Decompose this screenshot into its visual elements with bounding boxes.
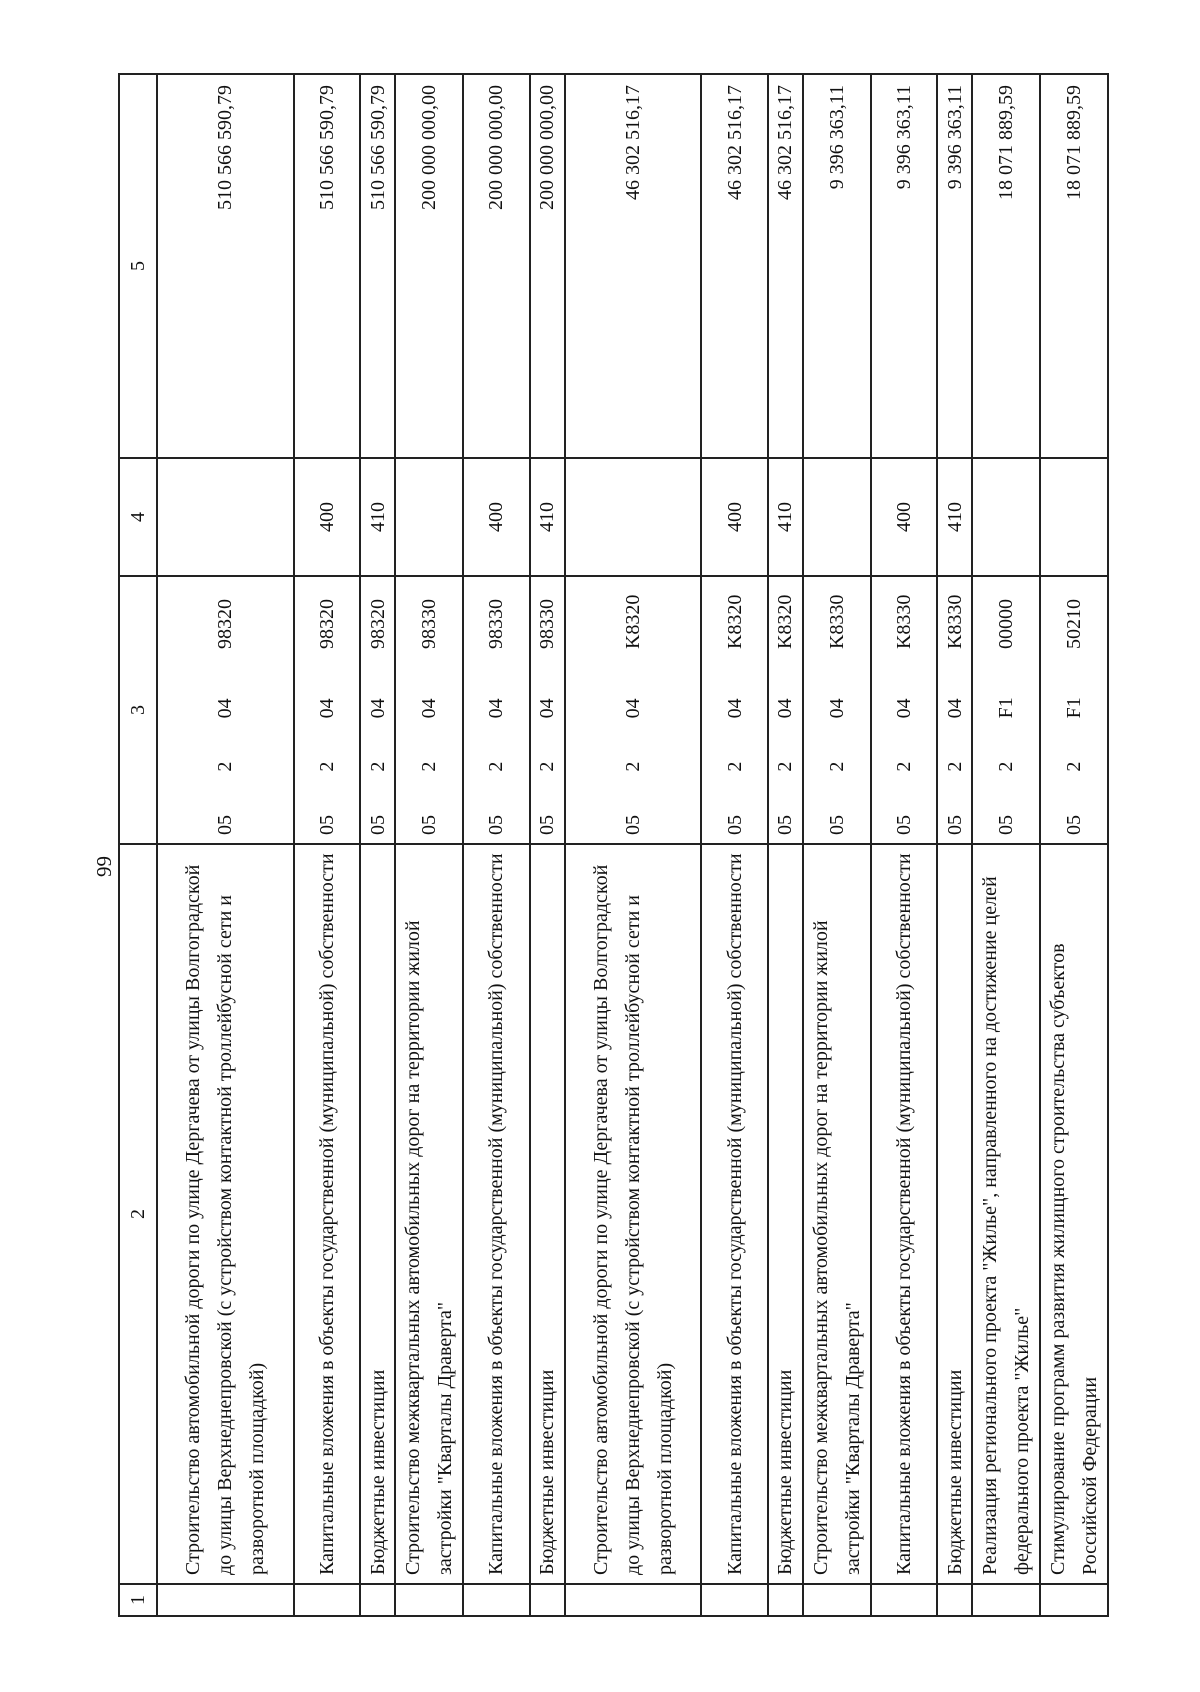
code-parts — [888, 585, 920, 835]
code-part: 2 — [1063, 761, 1086, 772]
code-part: 98330 — [536, 599, 559, 650]
item-name-cell: Стимулирование программ развития жилищного строительства субъектов Российской Федерации — [1040, 844, 1108, 1584]
code-part: 00000 — [995, 599, 1018, 650]
code-part: K8330 — [825, 594, 848, 650]
item-name-cell: Капитальные вложения в объекты государственной (муниципальной) собственности — [701, 844, 768, 1584]
code-parts — [769, 585, 801, 835]
code-part: 05 — [723, 815, 746, 835]
code-part: 04 — [485, 698, 508, 719]
code-part: 2 — [485, 761, 508, 772]
code-part: K8320 — [774, 594, 797, 650]
code-part: K8320 — [723, 594, 746, 650]
code-part: 05 — [418, 815, 441, 835]
row-number-cell — [565, 1584, 702, 1616]
row-number-cell — [360, 1584, 395, 1616]
code-part: 2 — [774, 761, 797, 772]
classification-code-cell — [360, 576, 395, 844]
table-row — [395, 74, 463, 1616]
classification-code-cell — [530, 576, 565, 844]
code-part: 04 — [723, 698, 746, 719]
row-number-cell — [701, 1584, 768, 1616]
item-name-cell: Строительство межквартальных автомобильных дорог на территории жилой застройки "Кварталы Драверта" — [395, 844, 463, 1584]
item-name-cell: Бюджетные инвестиции — [360, 844, 395, 1584]
code-part: F1 — [995, 697, 1018, 719]
code-part: 05 — [621, 815, 644, 835]
item-name-cell: Капитальные вложения в объекты государственной (муниципальной) собственности — [463, 844, 530, 1584]
code-part: 04 — [214, 698, 237, 719]
code-part: 05 — [485, 815, 508, 835]
classification-code-cell — [395, 576, 463, 844]
table-row — [565, 74, 702, 1616]
classification-code-cell — [1040, 576, 1108, 844]
expense-type-cell: 410 — [360, 458, 395, 576]
expense-type-cell: 400 — [294, 458, 361, 576]
classification-code-cell — [294, 576, 361, 844]
amount-cell: 510 566 590,79 — [157, 74, 294, 458]
expense-type-cell — [565, 458, 702, 576]
code-part: 05 — [774, 815, 797, 835]
row-number-cell — [395, 1584, 463, 1616]
expense-type-cell — [1040, 458, 1108, 576]
row-number-cell — [937, 1584, 972, 1616]
header-cell-3: 3 — [119, 576, 157, 844]
expense-type-cell — [972, 458, 1040, 576]
code-parts — [719, 585, 751, 835]
code-part: 04 — [621, 698, 644, 719]
code-parts — [821, 585, 853, 835]
item-name-cell: Строительство межквартальных автомобильных дорог на территории жилой застройки "Кварталы Дравертa" — [803, 844, 871, 1584]
table-row — [463, 74, 530, 1616]
code-part: 04 — [418, 698, 441, 719]
code-part: 04 — [536, 698, 559, 719]
code-parts — [413, 585, 445, 835]
item-name-cell: Строительство автомобильной дороги по улице Дергачева от улицы Волгоградской до улицы Верхнеднепровской (с устройством контактной троллейбусной сети и разворотной площадкой) — [157, 844, 294, 1584]
row-number-cell — [294, 1584, 361, 1616]
code-part: 04 — [774, 698, 797, 719]
expense-type-cell: 400 — [871, 458, 938, 576]
expense-type-cell — [395, 458, 463, 576]
amount-cell: 510 566 590,79 — [294, 74, 361, 458]
code-parts — [1058, 585, 1090, 835]
table-row — [530, 74, 565, 1616]
expense-type-cell: 410 — [530, 458, 565, 576]
code-part: K8320 — [621, 594, 644, 650]
table-row — [803, 74, 871, 1616]
amount-cell: 46 302 516,17 — [701, 74, 768, 458]
code-part: 2 — [825, 761, 848, 772]
code-part: 05 — [366, 815, 389, 835]
code-part: 2 — [621, 761, 644, 772]
classification-code-cell — [972, 576, 1040, 844]
expense-type-cell — [157, 458, 294, 576]
row-number-cell — [463, 1584, 530, 1616]
code-part: 05 — [825, 815, 848, 835]
code-part: 98320 — [214, 599, 237, 650]
amount-cell: 9 396 363,11 — [803, 74, 871, 458]
code-part: 2 — [536, 761, 559, 772]
amount-cell: 200 000 000,00 — [463, 74, 530, 458]
table-row — [871, 74, 938, 1616]
header-cell-5: 5 — [119, 74, 157, 458]
amount-cell: 46 302 516,17 — [768, 74, 803, 458]
code-part: 05 — [536, 815, 559, 835]
table-row — [360, 74, 395, 1616]
table-row — [972, 74, 1040, 1616]
classification-code-cell — [871, 576, 938, 844]
item-name-cell: Строительство автомобильной дороги по улице Дергачева от улицы Волгоградской до улицы Верхнеднепровской (с устройством контактной троллейбусной сети и разворотной площадкой) — [565, 844, 702, 1584]
code-part: 05 — [315, 815, 338, 835]
code-part: 05 — [995, 815, 1018, 835]
code-parts — [480, 585, 512, 835]
code-parts — [617, 585, 649, 835]
code-parts — [209, 585, 241, 835]
header-cell-2: 2 — [119, 844, 157, 1584]
row-number-cell — [768, 1584, 803, 1616]
code-part: K8330 — [893, 594, 916, 650]
code-part: 2 — [943, 761, 966, 772]
row-number-cell — [803, 1584, 871, 1616]
code-parts — [311, 585, 343, 835]
code-part: 2 — [366, 761, 389, 772]
table-row — [157, 74, 294, 1616]
code-part: 05 — [214, 815, 237, 835]
budget-table — [118, 73, 1109, 1617]
code-part: 2 — [418, 761, 441, 772]
amount-cell: 9 396 363,11 — [937, 74, 972, 458]
code-part: F1 — [1063, 697, 1086, 719]
amount-cell: 200 000 000,00 — [395, 74, 463, 458]
amount-cell: 18 071 889,59 — [972, 74, 1040, 458]
code-part: 2 — [893, 761, 916, 772]
code-part: 98320 — [366, 599, 389, 650]
code-part: 2 — [315, 761, 338, 772]
amount-cell: 9 396 363,11 — [871, 74, 938, 458]
classification-code-cell — [701, 576, 768, 844]
code-part: 2 — [214, 761, 237, 772]
amount-cell: 46 302 516,17 — [565, 74, 702, 458]
row-number-cell — [1040, 1584, 1108, 1616]
amount-cell: 200 000 000,00 — [530, 74, 565, 458]
item-name-cell: Капитальные вложения в объекты государственной (муниципальной) собственности — [294, 844, 361, 1584]
code-part: 2 — [995, 761, 1018, 772]
table-row — [1040, 74, 1108, 1616]
code-part: 04 — [366, 698, 389, 719]
code-part: 50210 — [1063, 599, 1086, 650]
code-part: 05 — [1063, 815, 1086, 835]
expense-type-cell: 400 — [463, 458, 530, 576]
code-part: K8330 — [943, 594, 966, 650]
row-number-cell — [972, 1584, 1040, 1616]
item-name-cell: Реализация регионального проекта "Жилье", направленного на достижение целей федерального проекта "Жилье" — [972, 844, 1040, 1584]
table-row — [768, 74, 803, 1616]
classification-code-cell — [768, 576, 803, 844]
table-body — [157, 74, 1108, 1616]
code-part: 04 — [315, 698, 338, 719]
classification-code-cell — [803, 576, 871, 844]
code-part: 98330 — [485, 599, 508, 650]
item-name-cell: Бюджетные инвестиции — [937, 844, 972, 1584]
code-part: 04 — [825, 698, 848, 719]
item-name-cell: Капитальные вложения в объекты государственной (муниципальной) собственности — [871, 844, 938, 1584]
header-row — [119, 74, 157, 1616]
item-name-cell: Бюджетные инвестиции — [530, 844, 565, 1584]
code-part: 04 — [943, 698, 966, 719]
classification-code-cell — [463, 576, 530, 844]
amount-cell: 510 566 590,79 — [360, 74, 395, 458]
row-number-cell — [530, 1584, 565, 1616]
row-number-cell — [157, 1584, 294, 1616]
page-number: 99 — [91, 855, 116, 877]
expense-type-cell: 400 — [701, 458, 768, 576]
code-part: 05 — [943, 815, 966, 835]
table-row — [701, 74, 768, 1616]
code-part: 05 — [893, 815, 916, 835]
rotated-budget-table — [118, 75, 1109, 1617]
expense-type-cell: 410 — [768, 458, 803, 576]
header-cell-4: 4 — [119, 458, 157, 576]
code-parts — [939, 585, 971, 835]
code-part: 98330 — [418, 599, 441, 650]
expense-type-cell — [803, 458, 871, 576]
classification-code-cell — [937, 576, 972, 844]
classification-code-cell — [157, 576, 294, 844]
code-part: 98320 — [315, 599, 338, 650]
amount-cell: 18 071 889,59 — [1040, 74, 1108, 458]
code-parts — [990, 585, 1022, 835]
expense-type-cell: 410 — [937, 458, 972, 576]
table-row — [294, 74, 361, 1616]
code-part: 04 — [893, 698, 916, 719]
table-row — [937, 74, 972, 1616]
code-parts — [531, 585, 563, 835]
classification-code-cell — [565, 576, 702, 844]
code-parts — [362, 585, 394, 835]
row-number-cell — [871, 1584, 938, 1616]
header-cell-1: 1 — [119, 1584, 157, 1616]
item-name-cell: Бюджетные инвестиции — [768, 844, 803, 1584]
code-part: 2 — [723, 761, 746, 772]
